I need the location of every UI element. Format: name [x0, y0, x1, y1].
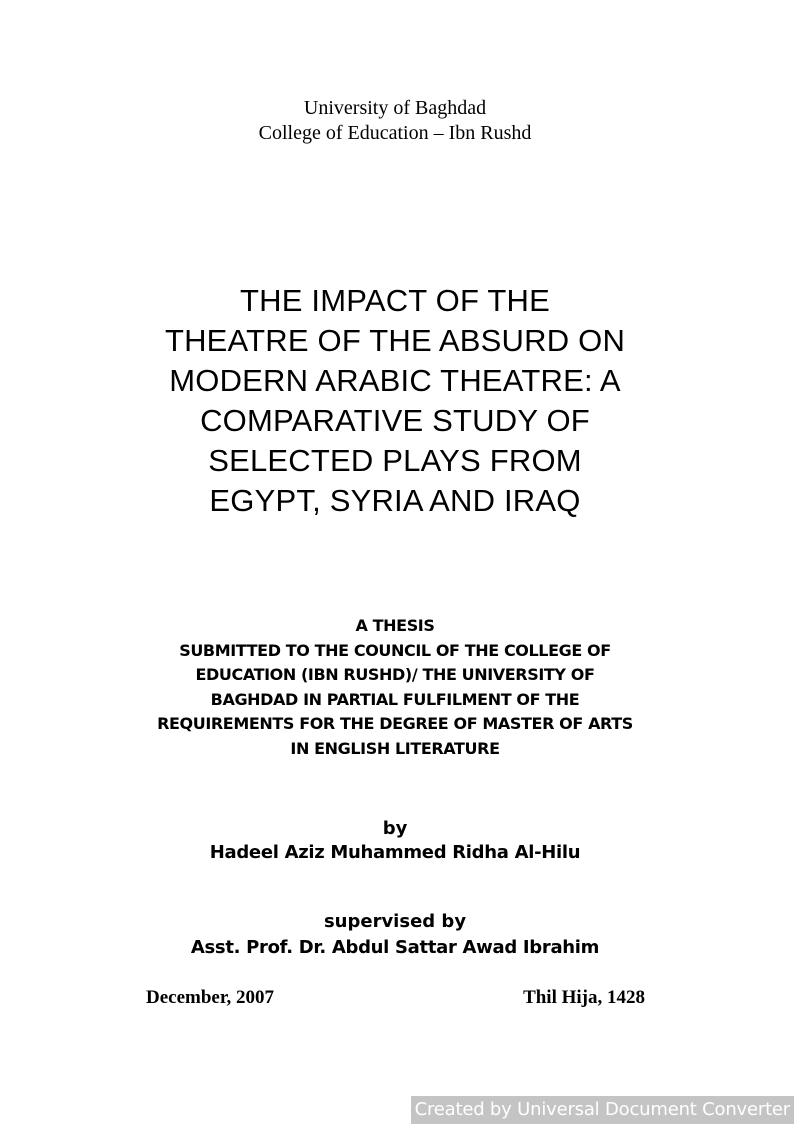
university-name: University of Baghdad — [303, 97, 487, 119]
title-line: THE IMPACT OF THE — [240, 283, 550, 318]
thesis-line: REQUIREMENTS FOR THE DEGREE OF MASTER OF ARTS — [157, 714, 633, 733]
thesis-line: A THESIS — [355, 616, 435, 635]
author-name: Hadeel Aziz Muhammed Ridha Al-Hilu — [209, 842, 581, 863]
institution-header — [0, 96, 790, 146]
title-line: THEATRE OF THE ABSURD ON — [164, 323, 626, 358]
thesis-title — [0, 281, 790, 521]
by-label: by — [382, 818, 408, 839]
supervisor-name: Asst. Prof. Dr. Abdul Sattar Awad Ibrahim — [190, 937, 600, 958]
thesis-line: SUBMITTED TO THE COUNCIL OF THE COLLEGE OF — [179, 640, 611, 660]
gregorian-date: December, 2007 — [146, 987, 275, 1008]
thesis-line: IN ENGLISH LITERATURE — [290, 738, 500, 758]
thesis-statement — [0, 614, 790, 761]
supervised-by-label: supervised by — [323, 911, 467, 932]
college-name: College of Education – Ibn Rushd — [258, 122, 532, 144]
thesis-line: BAGHDAD IN PARTIAL FULFILMENT OF THE — [210, 689, 580, 709]
title-line: COMPARATIVE STUDY OF — [200, 403, 590, 438]
thesis-line: EDUCATION (IBN RUSHD)/ THE UNIVERSITY OF — [195, 665, 595, 684]
converter-watermark: Created by Universal Document Converter — [411, 1096, 794, 1124]
hijri-date: Thil Hija, 1428 — [523, 987, 645, 1008]
title-line: SELECTED PLAYS FROM — [208, 443, 582, 478]
title-line: MODERN ARABIC THEATRE: A — [169, 363, 621, 398]
title-line: EGYPT, SYRIA AND IRAQ — [209, 483, 581, 518]
